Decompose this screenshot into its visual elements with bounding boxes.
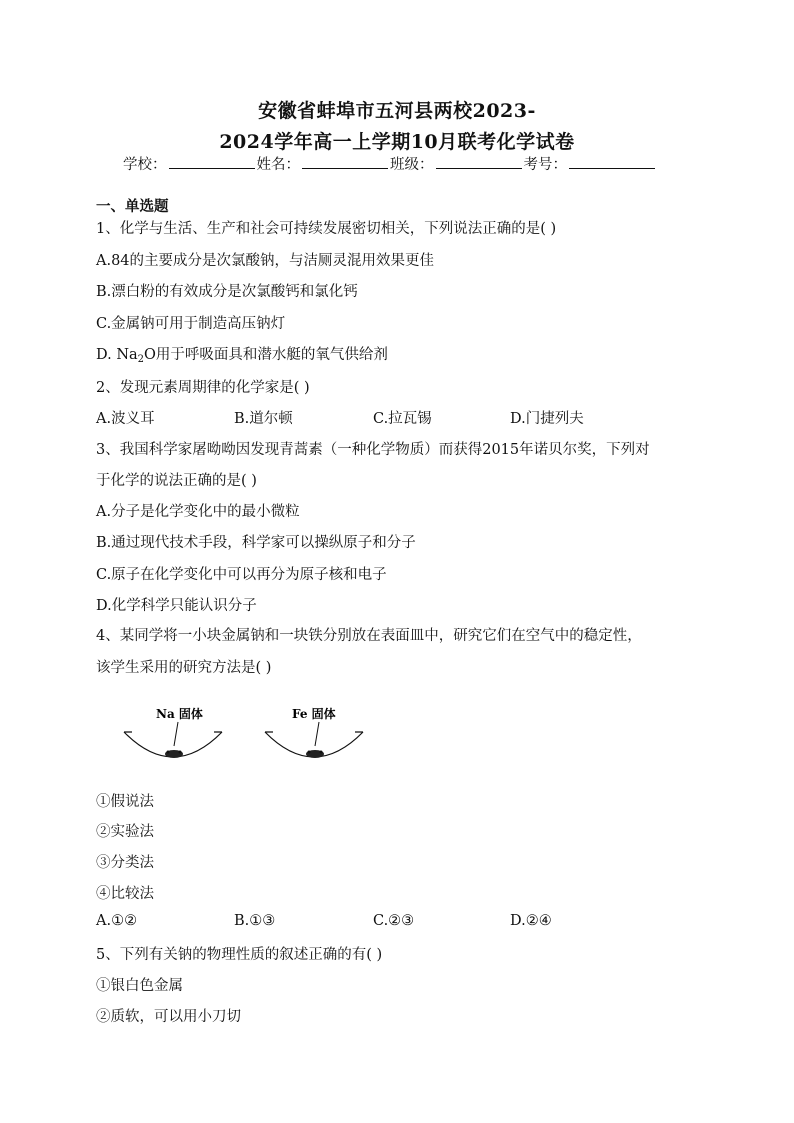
na-watch-glass (124, 706, 222, 758)
q4-item-2: ②实验法 (96, 824, 154, 840)
watch-glass-figure (120, 702, 370, 764)
school-blank (169, 154, 255, 169)
q1-stem: 1、化学与生活、生产和社会可持续发展密切相关，下列说法正确的是( ) (96, 221, 557, 237)
q3-option-c: C.原子在化学变化中可以再分为原子核和电子 (96, 567, 387, 583)
school-label: 学校： (123, 157, 167, 173)
q4-option-d: D.②④ (510, 913, 552, 929)
q1-option-d-suffix: O用于呼吸面具和潜水艇的氧气供给剂 (144, 347, 388, 363)
q4-item-3: ③分类法 (96, 855, 154, 871)
q1-option-d (96, 343, 388, 365)
q4-item-1: ①假说法 (96, 794, 154, 810)
q2-option-b: B.道尔顿 (234, 411, 293, 427)
name-label: 姓名： (256, 157, 300, 173)
exam-no-blank (569, 154, 655, 169)
exam-no-label: 考号： (523, 157, 567, 173)
q5-item-2: ②质软，可以用小刀切 (96, 1009, 241, 1025)
q3-stem-line1: 3、我国科学家屠呦呦因发现青蒿素（一种化学物质）而获得2015年诺贝尔奖，下列对 (96, 442, 650, 458)
q4-stem-line1: 4、某同学将一小块金属钠和一块铁分别放在表面皿中，研究它们在空气中的稳定性， (96, 628, 642, 644)
q4-item-4: ④比较法 (96, 886, 154, 902)
q5-stem: 5、下列有关钠的物理性质的叙述正确的有( ) (96, 947, 383, 963)
student-info-row (123, 153, 657, 174)
exam-title-line2: 2024学年高一上学期10月联考化学试卷 (219, 131, 575, 153)
q4-option-a: A.①② (96, 913, 138, 929)
fe-watch-glass (265, 706, 363, 758)
q2-stem: 2、发现元素周期律的化学家是( ) (96, 380, 310, 396)
q3-option-d: D.化学科学只能认识分子 (96, 598, 257, 614)
fe-solid-label: Fe 固体 (292, 707, 336, 721)
q4-option-b: B.①③ (234, 913, 276, 929)
q4-stem-line2: 该学生采用的研究方法是( ) (96, 660, 272, 676)
q1-option-c: C.金属钠可用于制造高压钠灯 (96, 316, 286, 332)
section-heading: 一、单选题 (96, 198, 169, 215)
q2-option-d: D.门捷列夫 (510, 411, 584, 427)
q1-option-d-subscript: 2 (137, 354, 145, 365)
q4-option-c: C.②③ (373, 913, 415, 929)
class-blank (436, 154, 522, 169)
q2-option-c: C.拉瓦锡 (373, 411, 432, 427)
q5-item-1: ①银白色金属 (96, 978, 183, 994)
q3-stem-line2: 于化学的说法正确的是( ) (96, 473, 257, 489)
class-label: 班级： (390, 157, 434, 173)
exam-title-line1: 安徽省蚌埠市五河县两校2023- (258, 100, 536, 122)
na-solid-label: Na 固体 (156, 707, 203, 721)
q1-option-b: B.漂白粉的有效成分是次氯酸钙和氯化钙 (96, 284, 358, 300)
q1-option-a: A.84的主要成分是次氯酸钠，与洁厕灵混用效果更佳 (96, 253, 435, 269)
q3-option-b: B.通过现代技术手段，科学家可以操纵原子和分子 (96, 535, 416, 551)
q2-option-a: A.波义耳 (96, 411, 155, 427)
q3-option-a: A.分子是化学变化中的最小微粒 (96, 504, 300, 520)
name-blank (302, 154, 388, 169)
q1-option-d-prefix: D. Na (96, 347, 138, 363)
